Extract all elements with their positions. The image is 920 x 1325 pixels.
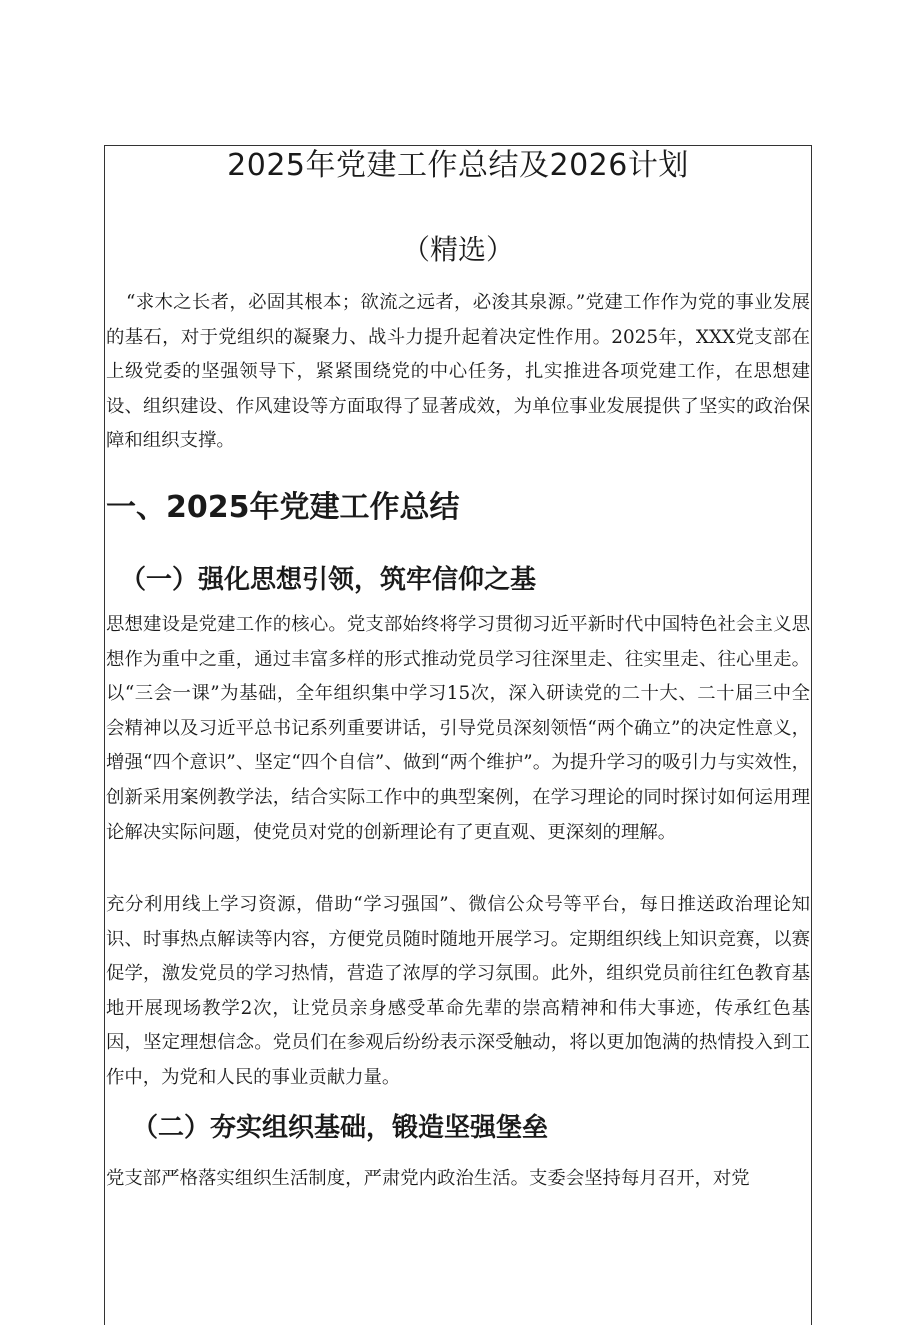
subsection-2-paragraph-1: 党支部严格落实组织生活制度，严肃党内政治生活。支委会坚持每月召开，对党 [106,1168,750,1189]
intro-paragraph: “求木之长者，必固其根本；欲流之远者，必浚其泉源。”党建工作作为党的事业发展的基石，对于党组织的凝聚力、战斗力提升起着决定性作用。2025年，XXX党支部在上级党委的坚强领导下，紧紧围绕党的中心任务，扎实推进各项党建工作，在思想建设、组织建设、作风建设等方面取得了显著成效，为单位事业发展提供了坚实的政治保障和组织支撑。 [106,292,810,452]
subsection-1-heading: （一）强化思想引领，筑牢信仰之基 [120,565,537,595]
document-title: 2025年党建工作总结及2026计划 [227,148,689,183]
subsection-2-heading: （二）夯实组织基础，锻造坚强堡垒 [132,1113,549,1143]
subsection-1-paragraph-2: 充分利用线上学习资源，借助“学习强国”、微信公众号等平台，每日推送政治理论知识、时事热点解读等内容，方便党员随时随地开展学习。定期组织线上知识竞赛，以赛促学，激发党员的学习热情，营造了浓厚的学习氛围。此外，组织党员前往红色教育基地开展现场教学2次，让党员亲身感受革命先辈的崇高精神和伟大事迹，传承红色基因，坚定理想信念。党员们在参观后纷纷表示深受触动，将以更加饱满的热情投入到工作中，为党和人民的事业贡献力量。 [106,894,810,1088]
document-subtitle: （精选） [401,233,514,266]
section-1-heading: 一、2025年党建工作总结 [106,490,460,525]
subsection-1-paragraph-1: 思想建设是党建工作的核心。党支部始终将学习贯彻习近平新时代中国特色社会主义思想作为重中之重，通过丰富多样的形式推动党员学习往深里走、往实里走、往心里走。以“三会一课”为基础，全年组织集中学习15次，深入研读党的二十大、二十届三中全会精神以及习近平总书记系列重要讲话，引导党员深刻领悟“两个确立”的决定性意义，增强“四个意识”、坚定“四个自信”、做到“两个维护”。为提升学习的吸引力与实效性，创新采用案例教学法，结合实际工作中的典型案例，在学习理论的同时探讨如何运用理论解决实际问题，使党员对党的创新理论有了更直观、更深刻的理解。 [106,614,810,843]
